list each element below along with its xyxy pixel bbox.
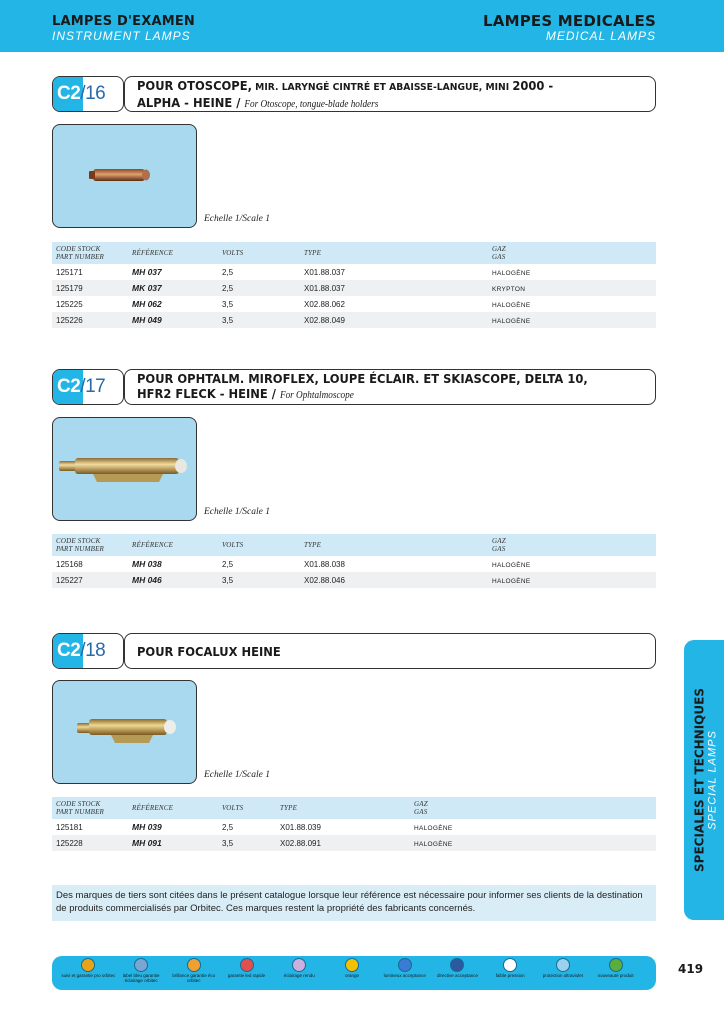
col-type: TYPE xyxy=(304,249,322,257)
footer-legend-item xyxy=(271,958,327,978)
section-code: C2 xyxy=(57,83,81,104)
product-photo xyxy=(52,417,197,521)
legend-badge-label: garantie led rapide xyxy=(227,973,266,978)
section-title-bar xyxy=(124,76,656,112)
section-code: C2 xyxy=(57,640,81,661)
footer-legend-item xyxy=(588,958,644,978)
footer-legend-item xyxy=(113,958,169,983)
legend-badge-label: directive acceptance xyxy=(436,973,478,978)
table-row: 125179 MK 037 2,5 X01.88.037 KRYPTON xyxy=(52,280,656,296)
legend-badge-icon xyxy=(134,958,148,972)
table-row: 125228 MH 091 3,5 X02.88.091 HALOGÈNE xyxy=(52,835,656,851)
lamp-bulb-image xyxy=(53,125,197,228)
legend-badge-label: lumineux acceptance xyxy=(383,973,426,978)
legend-badge-label: faible pression xyxy=(495,973,525,978)
legend-badge-label: label bleu garantie éclairage orbitec xyxy=(122,973,160,983)
side-category-title: SPECIALES ET TECHNIQUES xyxy=(692,688,707,872)
legend-badge-icon xyxy=(345,958,359,972)
header-right-title: LAMPES MEDICALES xyxy=(483,12,656,30)
product-table xyxy=(52,242,656,328)
table-header xyxy=(52,534,656,556)
legend-badge-icon xyxy=(292,958,306,972)
legend-badge-icon xyxy=(609,958,623,972)
scale-note: Echelle 1/Scale 1 xyxy=(204,507,270,517)
legend-badge-label: nouveauté produit xyxy=(597,973,634,978)
table-header xyxy=(52,797,656,819)
section-code: C2 xyxy=(57,376,81,397)
section-title-line2: ALPHA - HEINE / For Otoscope, tongue-blade holders xyxy=(137,95,379,110)
col-volts: VOLTS xyxy=(222,804,244,812)
col-part-number: PART NUMBER xyxy=(56,808,105,816)
scale-note: Echelle 1/Scale 1 xyxy=(204,214,270,224)
trademark-disclaimer: Des marques de tiers sont citées dans le présent catalogue lorsque leur référence est nécessaire pour informer ses clients de la destination de produits commercialisés par Orbitec. Ces marques restent la propriété des fabricants concernés. xyxy=(52,885,656,921)
section-code-badge xyxy=(52,76,124,112)
footer-legend-item xyxy=(429,958,485,978)
col-volts: VOLTS xyxy=(222,541,244,549)
footer-legend-item xyxy=(535,958,591,978)
page-header xyxy=(0,0,724,52)
legend-badge-label: éclairage rendu xyxy=(283,973,315,978)
legend-badge-icon xyxy=(450,958,464,972)
col-reference: RÉFÉRENCE xyxy=(132,249,174,257)
col-gaz: GAZ xyxy=(492,537,506,545)
legend-badge-label: brillance garantie éco orbitec xyxy=(172,973,216,983)
header-left-subtitle: INSTRUMENT LAMPS xyxy=(52,29,191,43)
lamp-bulb-image xyxy=(53,418,197,521)
footer-legend-item xyxy=(60,958,116,978)
footer-legend-item xyxy=(324,958,380,978)
legend-badge-icon xyxy=(187,958,201,972)
col-code-stock: CODE STOCK xyxy=(56,800,101,808)
header-right-subtitle: MEDICAL LAMPS xyxy=(545,29,656,43)
col-gas: GAS xyxy=(492,253,506,261)
col-part-number: PART NUMBER xyxy=(56,545,105,553)
section-title-line1: POUR OPHTALM. MIROFLEX, LOUPE ÉCLAIR. ET SKIASCOPE, DELTA 10, xyxy=(137,371,588,386)
legend-badge-icon xyxy=(503,958,517,972)
col-gaz: GAZ xyxy=(492,245,506,253)
section-code-badge xyxy=(52,369,124,405)
table-row: 125225 MH 062 3,5 X02.88.062 HALOGÈNE xyxy=(56,299,531,309)
table-row: 125181 MH 039 2,5 X01.88.039 HALOGÈNE xyxy=(56,822,453,832)
product-photo xyxy=(52,680,197,784)
legend-badge-icon xyxy=(556,958,570,972)
legend-badge-icon xyxy=(398,958,412,972)
col-type: TYPE xyxy=(304,541,322,549)
section-code-badge xyxy=(52,633,124,669)
col-code-stock: CODE STOCK xyxy=(56,537,101,545)
page-number: 419 xyxy=(678,962,704,976)
product-photo xyxy=(52,124,197,228)
table-row: 125227 MH 046 3,5 X02.88.046 HALOGÈNE xyxy=(52,572,656,588)
col-gas: GAS xyxy=(414,808,428,816)
header-right xyxy=(483,14,656,43)
footer-legend-item xyxy=(166,958,222,983)
section-title-bar xyxy=(124,633,656,669)
col-reference: RÉFÉRENCE xyxy=(132,804,174,812)
legend-badge-label: protection ultraviolet xyxy=(542,973,584,978)
side-category-subtitle: SPECIAL LAMPS xyxy=(706,730,719,830)
col-gaz: GAZ xyxy=(414,800,428,808)
lamp-bulb-image xyxy=(53,681,197,784)
footer-legend-item xyxy=(219,958,275,978)
product-table xyxy=(52,797,656,851)
legend-badge-icon xyxy=(81,958,95,972)
section-title-line1: POUR OTOSCOPE, MIR. LARYNGÉ CINTRÉ ET ABAISSE-LANGUE, MINI 2000 - xyxy=(137,78,554,93)
col-volts: VOLTS xyxy=(222,249,244,257)
section-subtitle: For Ophtalmoscope xyxy=(279,390,354,401)
section-title-bar xyxy=(124,369,656,405)
col-part-number: PART NUMBER xyxy=(56,253,105,261)
scale-note: Echelle 1/Scale 1 xyxy=(204,770,270,780)
legend-badge-label: orange xyxy=(344,973,359,978)
section-number: /17 xyxy=(80,376,106,397)
table-row: 125226 MH 049 3,5 X02.88.049 HALOGÈNE xyxy=(52,312,656,328)
header-left-title: LAMPES D'EXAMEN xyxy=(52,14,196,29)
legend-badge-icon xyxy=(240,958,254,972)
table-row: 125168 MH 038 2,5 X01.88.038 HALOGÈNE xyxy=(56,559,531,569)
col-reference: RÉFÉRENCE xyxy=(132,541,174,549)
header-left xyxy=(52,14,195,43)
table-row: 125171 MH 037 2,5 X01.88.037 HALOGÈNE xyxy=(56,267,531,277)
section-title-line1: POUR FOCALUX HEINE xyxy=(137,643,281,659)
section-number: /16 xyxy=(80,83,106,104)
side-category-label xyxy=(686,650,724,910)
section-number: /18 xyxy=(80,640,106,661)
product-table xyxy=(52,534,656,588)
footer-legend-item xyxy=(482,958,538,978)
section-subtitle: For Otoscope, tongue-blade holders xyxy=(244,99,379,110)
footer-legend-item xyxy=(377,958,433,978)
legend-badge-label: suivi et garantie pro orbitec xyxy=(61,973,116,978)
section-title-line2: HFR2 FLECK - HEINE / For Ophtalmoscope xyxy=(137,386,354,401)
col-code-stock: CODE STOCK xyxy=(56,245,101,253)
table-header xyxy=(52,242,656,264)
col-type: TYPE xyxy=(280,804,298,812)
col-gas: GAS xyxy=(492,545,506,553)
